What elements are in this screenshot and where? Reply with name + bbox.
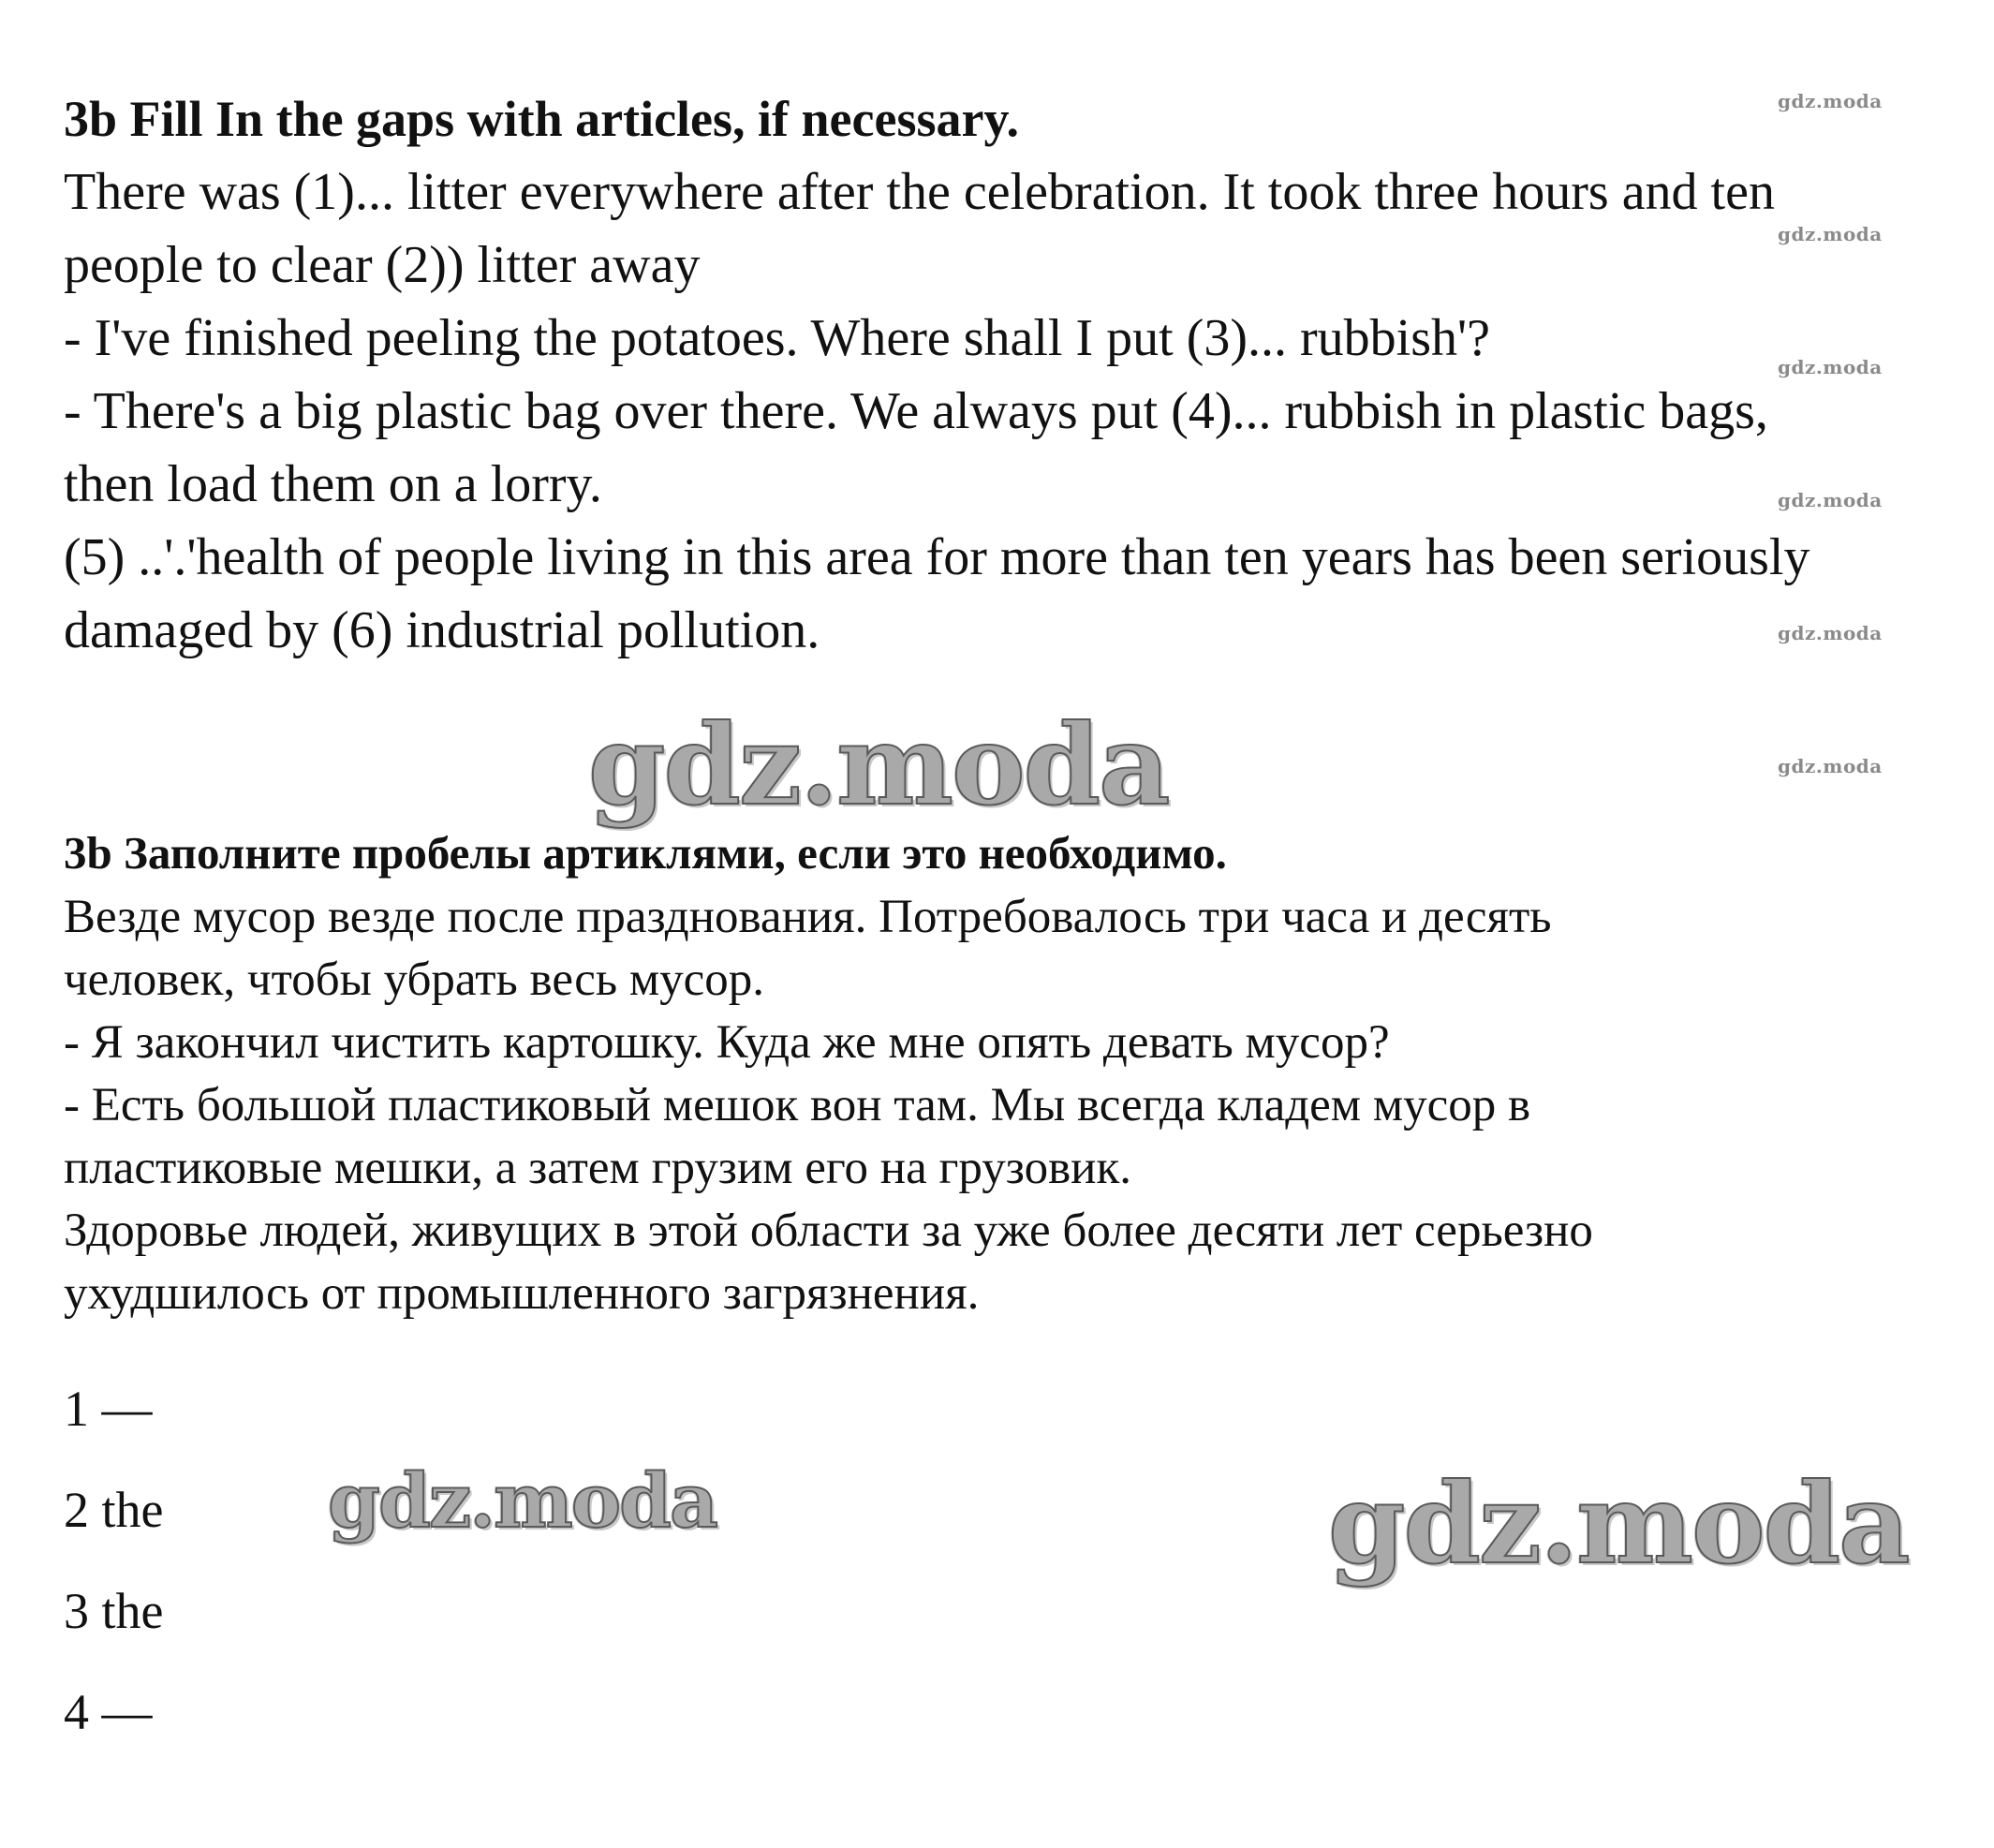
exercise-line-en: (5) ..'.'health of people living in this area for more than ten years has been seriously xyxy=(64,528,1810,586)
watermark-small: gdz.moda xyxy=(1778,489,1883,511)
exercise-line-en: - I've finished peeling the potatoes. Where shall I put (3)... rubbish'? xyxy=(64,309,1490,367)
exercise-line-ru: Здоровье людей, живущих в этой области за уже более десяти лет серьезно xyxy=(64,1205,1593,1257)
exercise-line-en: There was (1)... litter everywhere after the celebration. It took three hours and ten xyxy=(64,163,1775,221)
english-exercise xyxy=(64,82,1937,667)
exercise-line-ru: - Есть большой пластиковый мешок вон там. Мы всегда кладем мусор в xyxy=(64,1079,1531,1131)
answer-item: 2 the xyxy=(64,1482,164,1538)
exercise-title-en: 3b Fill In the gaps with articles, if necessary. xyxy=(64,91,1019,147)
exercise-line-en: people to clear (2)) litter away xyxy=(64,236,701,294)
answer-list xyxy=(64,1358,163,1763)
answer-item: 1 — xyxy=(64,1381,153,1437)
exercise-line-ru: человек, чтобы убрать весь мусор. xyxy=(64,954,765,1006)
watermark-small: gdz.moda xyxy=(1778,755,1883,777)
watermark-large: gdz.moda xyxy=(588,700,1169,830)
exercise-line-en: - There's a big plastic bag over there. We always put (4)... rubbish in plastic bags, xyxy=(64,382,1768,440)
exercise-line-ru: пластиковые мешки, а затем грузим его на грузовик. xyxy=(64,1142,1131,1194)
watermark-large: gdz.moda xyxy=(328,1456,716,1545)
exercise-line-ru: Везде мусор везде после празднования. Потребовалось три часа и десять xyxy=(64,891,1552,943)
exercise-line-en: damaged by (6) industrial pollution. xyxy=(64,601,820,659)
russian-translation xyxy=(64,821,1937,1325)
exercise-title-ru: 3b Заполните пробелы артиклями, если это необходимо. xyxy=(64,827,1227,879)
watermark-large: gdz.moda xyxy=(1328,1458,1909,1589)
watermark-small: gdz.moda xyxy=(1778,223,1883,245)
exercise-line-en: then load them on a lorry. xyxy=(64,455,602,513)
answer-item: 4 — xyxy=(64,1684,153,1740)
answer-item: 3 the xyxy=(64,1583,164,1639)
watermark-small: gdz.moda xyxy=(1778,622,1883,644)
watermark-small: gdz.moda xyxy=(1778,356,1883,378)
exercise-line-ru: - Я закончил чистить картошку. Куда же мне опять девать мусор? xyxy=(64,1016,1390,1069)
exercise-line-ru: ухудшилось от промышленного загрязнения. xyxy=(64,1267,980,1320)
watermark-small: gdz.moda xyxy=(1778,90,1883,112)
